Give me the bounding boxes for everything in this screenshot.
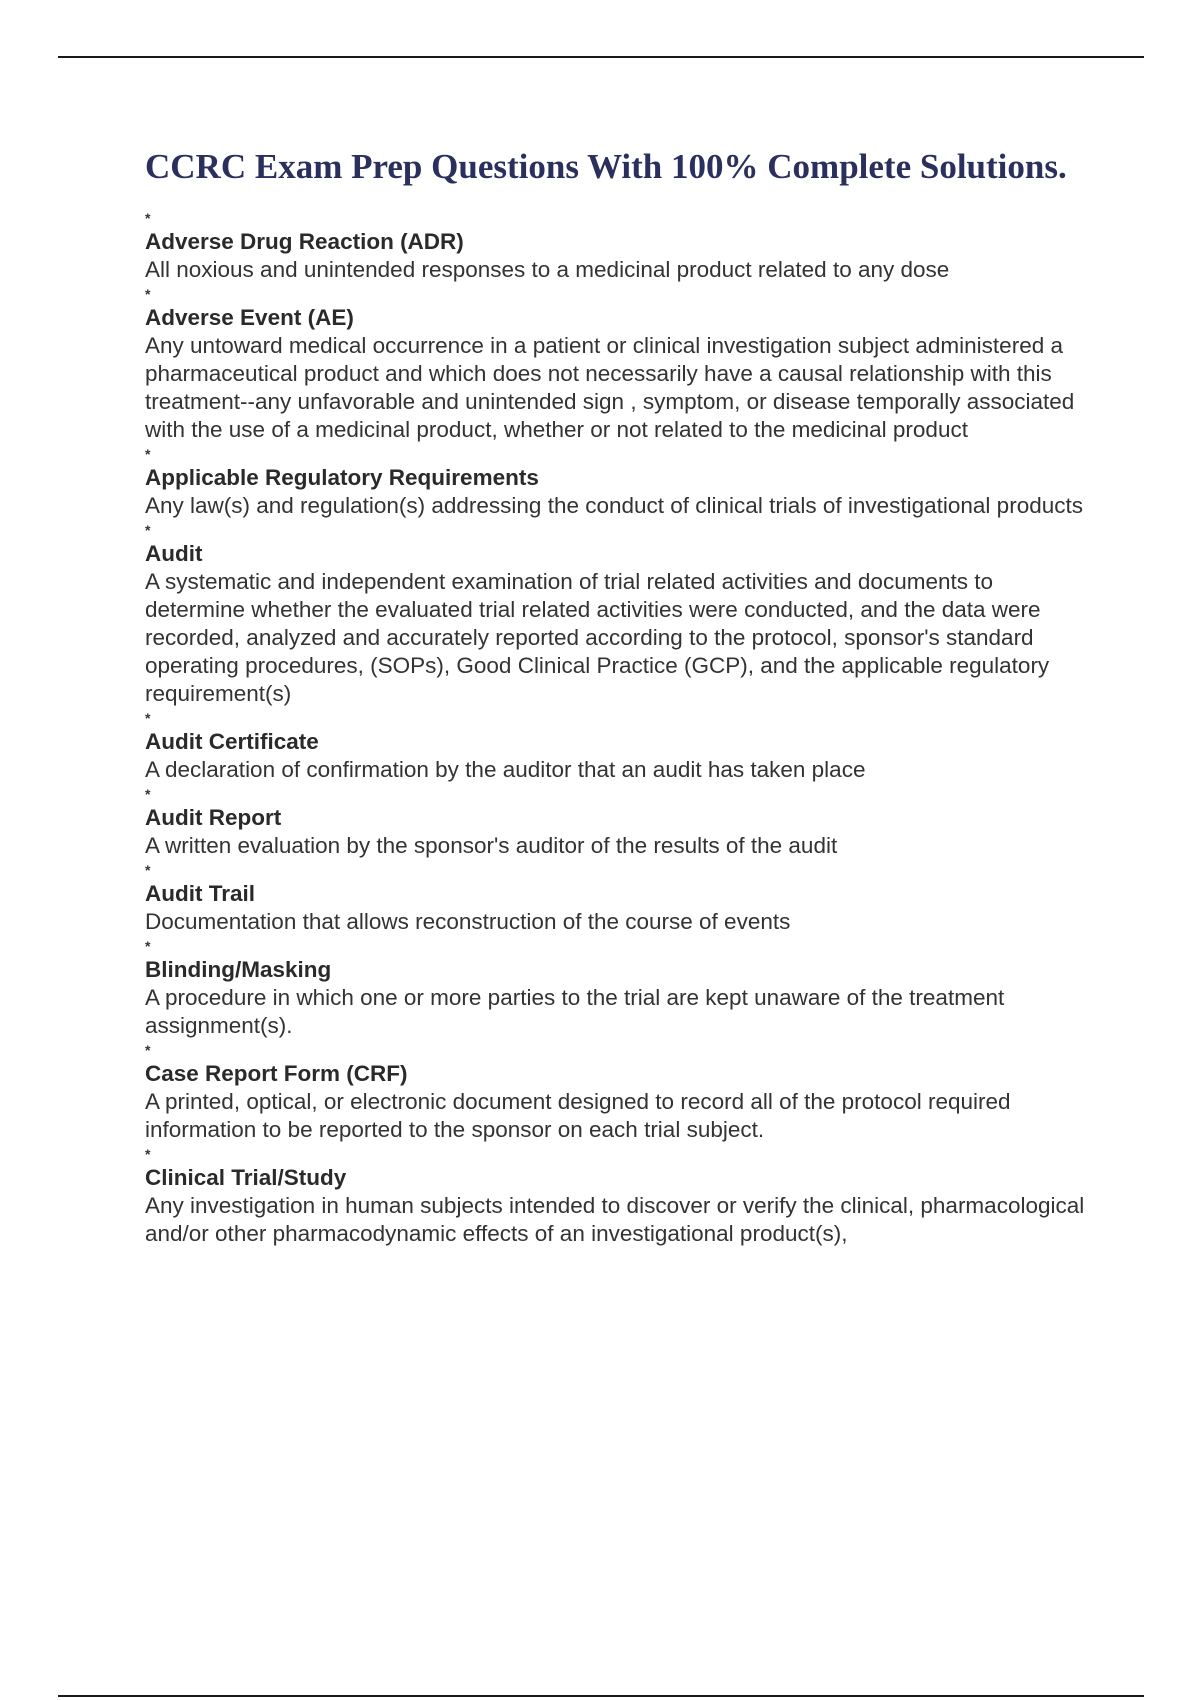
entry-term: Audit bbox=[145, 541, 203, 566]
glossary-entry bbox=[145, 208, 1085, 284]
bottom-rule bbox=[58, 1695, 1144, 1697]
entry-separator: * bbox=[145, 938, 151, 954]
entry-definition: A declaration of confirmation by the auditor that an audit has taken place bbox=[145, 757, 866, 782]
entry-definition: Any investigation in human subjects intended to discover or verify the clinical, pharmacological and/or other pharmacodynamic effects of an investigational product(s), bbox=[145, 1193, 1085, 1246]
entry-term: Audit Report bbox=[145, 805, 282, 830]
document-body bbox=[145, 146, 1085, 1248]
glossary-entry bbox=[145, 860, 1085, 936]
entry-term: Case Report Form (CRF) bbox=[145, 1061, 408, 1086]
entry-separator: * bbox=[145, 522, 151, 538]
top-rule bbox=[58, 56, 1144, 58]
entry-separator: * bbox=[145, 862, 151, 878]
entry-term: Audit Trail bbox=[145, 881, 256, 906]
entry-definition: A printed, optical, or electronic document designed to record all of the protocol required information to be reported to the sponsor on each trial subject. bbox=[145, 1089, 1011, 1142]
glossary-entry bbox=[145, 520, 1085, 708]
entry-term: Blinding/Masking bbox=[145, 957, 332, 982]
glossary-entry bbox=[145, 784, 1085, 860]
glossary-entry bbox=[145, 1040, 1085, 1144]
entry-definition: Any untoward medical occurrence in a patient or clinical investigation subject administered a pharmaceutical product and which does not necessarily have a causal relationship with this treatment--any unfavorable and unintended sign , symptom, or disease temporally associated with the use of a medicinal product, whether or not related to the medicinal product bbox=[145, 333, 1075, 442]
entry-term: Audit Certificate bbox=[145, 729, 319, 754]
entry-term: Clinical Trial/Study bbox=[145, 1165, 347, 1190]
entry-definition: Any law(s) and regulation(s) addressing the conduct of clinical trials of investigational products bbox=[145, 493, 1083, 518]
entry-term: Applicable Regulatory Requirements bbox=[145, 465, 539, 490]
entry-separator: * bbox=[145, 210, 151, 226]
entry-definition: A procedure in which one or more parties to the trial are kept unaware of the treatment assignment(s). bbox=[145, 985, 1005, 1038]
glossary-entry bbox=[145, 284, 1085, 444]
entry-separator: * bbox=[145, 786, 151, 802]
entry-term: Adverse Event (AE) bbox=[145, 305, 354, 330]
entry-separator: * bbox=[145, 286, 151, 302]
entry-definition: Documentation that allows reconstruction of the course of events bbox=[145, 909, 791, 934]
entry-term: Adverse Drug Reaction (ADR) bbox=[145, 229, 464, 254]
entry-definition: All noxious and unintended responses to a medicinal product related to any dose bbox=[145, 257, 950, 282]
glossary-entry bbox=[145, 444, 1085, 520]
entry-definition: A systematic and independent examination of trial related activities and documents to determine whether the evaluated trial related activities were conducted, and the data were recorded, analyzed and accurately reported according to the protocol, sponsor's standard operating procedures, (SOPs), Good Clinical Practice (GCP), and the applicable regulatory requirement(s) bbox=[145, 569, 1050, 706]
glossary-entry bbox=[145, 936, 1085, 1040]
entry-separator: * bbox=[145, 446, 151, 462]
entry-separator: * bbox=[145, 710, 151, 726]
entry-definition: A written evaluation by the sponsor's auditor of the results of the audit bbox=[145, 833, 838, 858]
glossary-entry bbox=[145, 708, 1085, 784]
page-title: CCRC Exam Prep Questions With 100% Complete Solutions. bbox=[145, 147, 1067, 186]
glossary-entry bbox=[145, 1144, 1085, 1248]
entry-separator: * bbox=[145, 1042, 151, 1058]
entry-separator: * bbox=[145, 1146, 151, 1162]
